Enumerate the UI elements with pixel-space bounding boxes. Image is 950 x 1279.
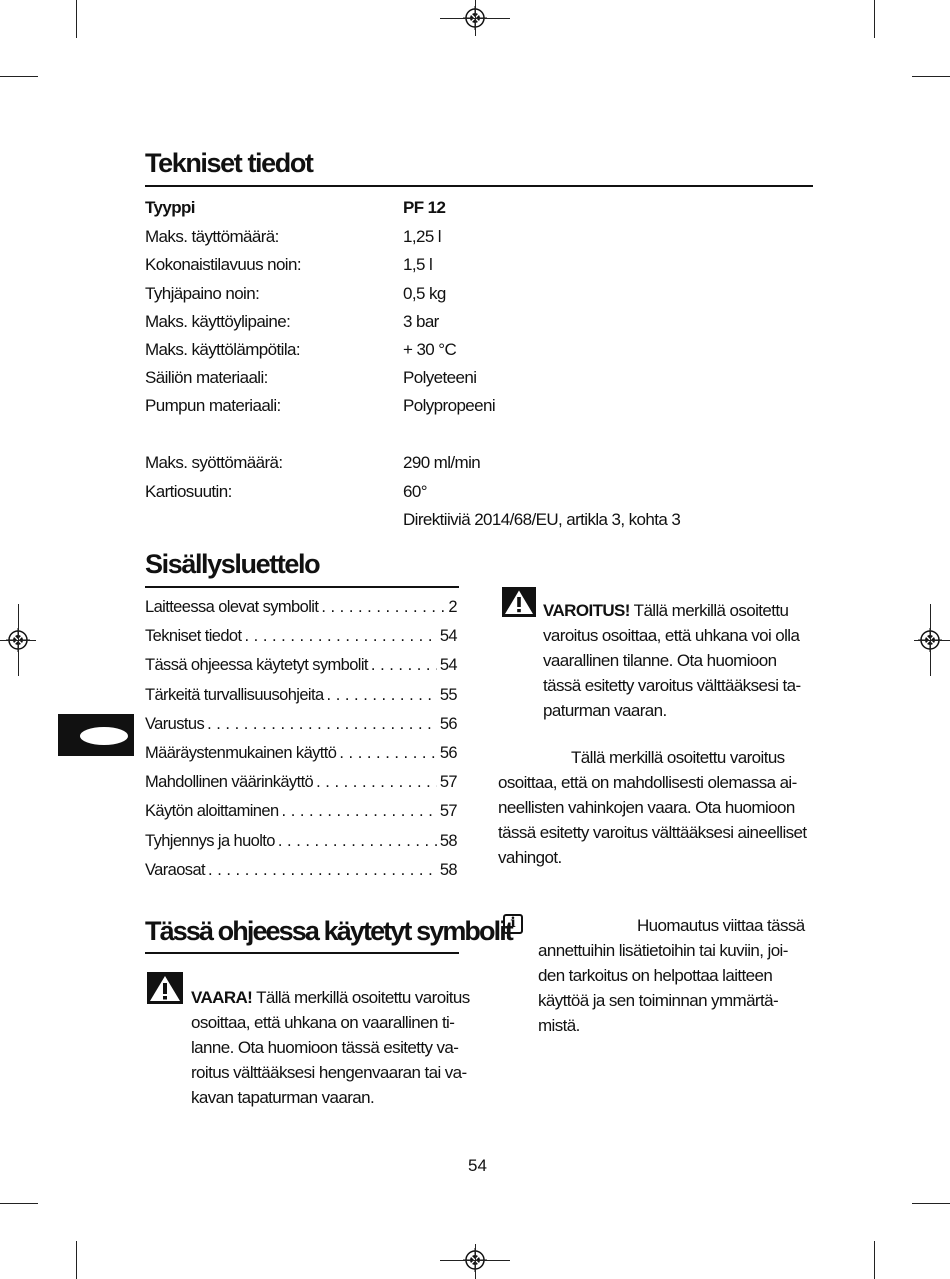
crop-mark	[475, 0, 476, 36]
spec-value: 3 bar	[403, 312, 439, 331]
toc-leader	[244, 627, 436, 646]
warning-note: VAROITUS! Tällä merkillä osoitettu varoitus osoittaa, että uhkana voi olla vaarallinen tilanne. Ota huomioon tässä esitetty varoitus välttääksesi ta- paturman vaaran.	[543, 601, 801, 720]
toc-item[interactable]	[145, 656, 457, 685]
crop-mark	[912, 76, 950, 77]
toc-item-page: 57	[439, 773, 457, 792]
crop-mark	[76, 0, 77, 38]
warning-triangle-icon	[147, 972, 183, 1004]
toc-item-title: Tekniset tiedot	[145, 627, 242, 646]
crop-mark	[0, 1203, 38, 1204]
toc-leader	[339, 744, 436, 763]
spec-value: PF 12	[403, 198, 446, 217]
spec-key: Kartiosuutin:	[145, 482, 232, 501]
spec-key: Maks. käyttölämpötila:	[145, 340, 300, 359]
toc-item[interactable]	[145, 627, 457, 656]
toc-item[interactable]	[145, 861, 457, 890]
toc-item-title: Varaosat	[145, 860, 206, 879]
crop-mark	[475, 1244, 476, 1279]
spec-value: 0,5 kg	[403, 284, 446, 303]
crop-mark	[0, 76, 38, 77]
section-title-symbols: Tässä ohjeessa käytetyt symbolit	[145, 916, 512, 946]
toc-item-page: 56	[439, 743, 457, 762]
toc-item-title: Tyhjennys ja huolto	[145, 831, 275, 850]
toc-item-page: 54	[439, 627, 457, 646]
toc-item-title: Varustus	[145, 714, 205, 733]
toc-leader	[278, 832, 437, 851]
toc-item-title: Käytön aloittaminen	[145, 802, 279, 821]
crop-mark	[912, 1203, 950, 1204]
spec-value: 1,25 l	[403, 227, 441, 246]
section-title-toc: Sisällysluettelo	[145, 549, 320, 579]
language-tab-icon	[58, 714, 134, 756]
section-rule	[145, 586, 459, 588]
page-number: 54	[468, 1156, 487, 1175]
toc-item[interactable]	[145, 744, 457, 773]
spec-value: 1,5 l	[403, 255, 433, 274]
info-icon: i	[503, 914, 523, 934]
spec-key: Tyhjäpaino noin:	[145, 284, 260, 303]
crop-mark	[76, 1241, 77, 1279]
spec-key: Tyyppi	[145, 198, 195, 217]
crop-mark	[914, 640, 950, 641]
toc-item-title: Tärkeitä turvallisuusohjeita	[145, 685, 324, 704]
spec-key: Maks. syöttömäärä:	[145, 453, 283, 472]
section-rule	[145, 185, 813, 187]
spec-value: Polypropeeni	[403, 396, 496, 415]
section-rule	[145, 952, 459, 954]
toc-leader	[321, 598, 445, 617]
spec-value: 60°	[403, 482, 427, 501]
toc-item[interactable]	[145, 598, 457, 627]
toc-item-title: Määräystenmukainen käyttö	[145, 743, 337, 762]
toc-item-title: Tässä ohjeessa käytetyt symbolit	[145, 656, 368, 675]
toc-item-page: 2	[448, 598, 457, 616]
toc-item-title: Laitteessa olevat symbolit	[145, 598, 319, 616]
toc-item[interactable]	[145, 832, 457, 861]
spec-value: Polyeteeni	[403, 368, 477, 387]
spec-key: Maks. täyttömäärä:	[145, 227, 279, 246]
toc-leader	[316, 773, 437, 792]
warning-label: VAROITUS!	[543, 601, 630, 620]
toc-leader	[327, 686, 437, 705]
toc-leader	[208, 861, 437, 880]
section-title-tech: Tekniset tiedot	[145, 148, 313, 178]
crop-mark	[874, 0, 875, 38]
toc-item-page: 58	[439, 860, 457, 879]
toc-item-title: Mahdollinen väärinkäyttö	[145, 773, 314, 792]
toc-leader	[282, 802, 437, 821]
spec-key: Maks. käyttöylipaine:	[145, 312, 291, 331]
caution-note: Tällä merkillä osoitettu varoitus osoittaa, että on mahdollisesti olemassa ai- neellisten vahinkojen vaara. Ota huomioon tässä esitetty varoitus välttääksesi aineelliset vahingot.	[498, 748, 807, 867]
toc-item[interactable]	[145, 802, 457, 831]
spec-key: Pumpun materiaali:	[145, 396, 281, 415]
danger-label: VAARA!	[191, 988, 253, 1007]
toc-leader	[207, 715, 437, 734]
table-of-contents	[145, 598, 457, 890]
toc-item[interactable]	[145, 715, 457, 744]
toc-item-page: 56	[439, 714, 457, 733]
danger-note: VAARA! Tällä merkillä osoitettu varoitus osoittaa, että uhkana on vaarallinen ti- lanne. Ota huomioon tässä esitetty va- roitus välttääksesi hengenvaaran tai va- kavan tapaturman vaaran.	[191, 988, 470, 1107]
warning-triangle-icon	[502, 587, 536, 617]
toc-item-page: 58	[439, 831, 457, 850]
crop-mark	[0, 640, 36, 641]
toc-leader	[371, 656, 437, 675]
crop-mark	[874, 1241, 875, 1279]
spec-key: Kokonaistilavuus noin:	[145, 255, 301, 274]
toc-item[interactable]	[145, 686, 457, 715]
spec-value: Direktiiviä 2014/68/EU, artikla 3, kohta 3	[403, 510, 681, 529]
toc-item-page: 54	[439, 656, 457, 675]
toc-item-page: 55	[439, 685, 457, 704]
info-note: Huomautus viittaa tässä annettuihin lisätietoihin tai kuviin, joi- den tarkoitus on helpottaa laitteen käyttöä ja sen toiminnan ymmärtä- mistä.	[538, 916, 805, 1035]
spec-value: 290 ml/min	[403, 453, 481, 472]
spec-value: + 30 °C	[403, 340, 457, 359]
spec-key: Säiliön materiaali:	[145, 368, 268, 387]
toc-item[interactable]	[145, 773, 457, 802]
toc-item-page: 57	[439, 802, 457, 821]
